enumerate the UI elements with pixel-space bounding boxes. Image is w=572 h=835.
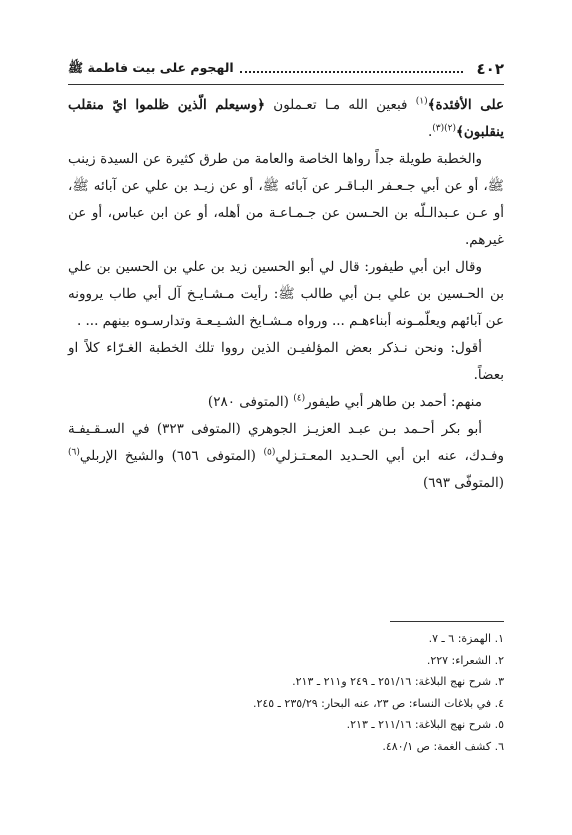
- main-text: [68, 92, 504, 497]
- paragraph-4: أقول: ونحن نـذكر بعض المؤلفيـن الذين رووا تلك الخطبة الغـرّاء كلاً او بعضاً.: [68, 340, 504, 383]
- footnote-ref-5: (٥): [263, 447, 276, 458]
- quran-quote-1: على الأفئدة﴾: [427, 97, 504, 113]
- paragraph-1: [68, 92, 504, 146]
- paragraph-1-text: فبعين الله مـا تعـملون: [265, 97, 416, 113]
- quran-quote-2: ﴿وسيعلم الّذين ظلموا ايّ منقلب ينقلبون﴾: [68, 97, 504, 140]
- footnotes: [68, 628, 504, 757]
- paragraph-6-text-b: (المتوفى ٦٥٦) والشيخ الإربلي: [79, 448, 264, 464]
- paragraph-5: [68, 389, 504, 416]
- footnote-ref-1: (١): [415, 96, 428, 107]
- paragraph-5-end: (المتوفى ٢٨٠): [207, 394, 294, 410]
- paragraph-3: وقال ابن أبي طيفور: قال لي أبو الحسين زيد بن علي بن الحسين بن علي بن الحـسين بن علي بـن أبي طالب ﷺ: رأيت مـشـايـخ آل أبي طاب يروونه عن آبائهم ويعلّمـونه أبناءهـم ... ورواه مـشـايخ الشـيـعـة وتدارسـوه بينهم ... .: [68, 259, 504, 329]
- footnote-ref-6: (٦): [68, 447, 80, 458]
- running-title: الهجوم على بيت فاطمة ﷺ: [68, 59, 234, 75]
- footnote-6: ٦. كشف الغمة: ص ٤٨٠/١.: [382, 739, 504, 753]
- paragraph-2: والخطبة طويلة جداً رواها الخاصة والعامة من طرق كثيرة عن السيدة زينب ﷺ، أو عن أبي جـعـفر البـاقـر عن آبائه ﷺ، أو عن زيـد بن علي عن آبائه ﷺ، أو عـن عـبدالـلّه بن الحـسن عن جـمـاعـة من أهله، أو عن ابن عباس، أو عن غيرهم.: [68, 151, 504, 248]
- footnote-1: ١. الهمزة: ٦ ـ ٧.: [428, 632, 504, 645]
- header-rule: [68, 84, 504, 85]
- footnote-ref-2-3: (٢)(٣): [432, 123, 456, 134]
- footnote-2: ٢. الشعراء: ٢٢٧.: [426, 653, 504, 667]
- footnote-3: ٣. شرح نهج البلاغة: ٢٥١/١٦ ـ ٢٤٩ و٢١١ ـ ٢١٣.: [292, 675, 504, 688]
- footnote-4: ٤. في بلاغات النساء: ص ٢٣، عنه البحار: ٢٣٥/٢٩ ـ ٢٤٥.: [252, 696, 504, 710]
- page-number: ٤٠٢: [476, 60, 504, 78]
- paragraph-5-text: منهم: أحمد بن طاهر أبي طيفور: [305, 394, 482, 410]
- footnote-rule: [390, 621, 504, 622]
- paragraph-1-end: .: [427, 124, 433, 140]
- paragraph-6: [68, 416, 504, 497]
- header-dotted-leader: [240, 71, 463, 73]
- page-header: [68, 58, 504, 80]
- footnote-ref-4: (٤): [293, 393, 306, 404]
- footnote-5: ٥. شرح نهج البلاغة: ٢١١/١٦ ـ ٢١٣.: [346, 718, 504, 731]
- paragraph-6-text-a: أبو بكر أحـمد بـن عبـد العزيـز الجوهري (المتوفى ٣٢٣) في السـقـيفـة وفـدك، عنه ابن أبي الحـديد المعـتـزلي: [68, 421, 505, 464]
- paragraph-6-text-c: (المتوفّى ٦٩٣): [422, 475, 504, 491]
